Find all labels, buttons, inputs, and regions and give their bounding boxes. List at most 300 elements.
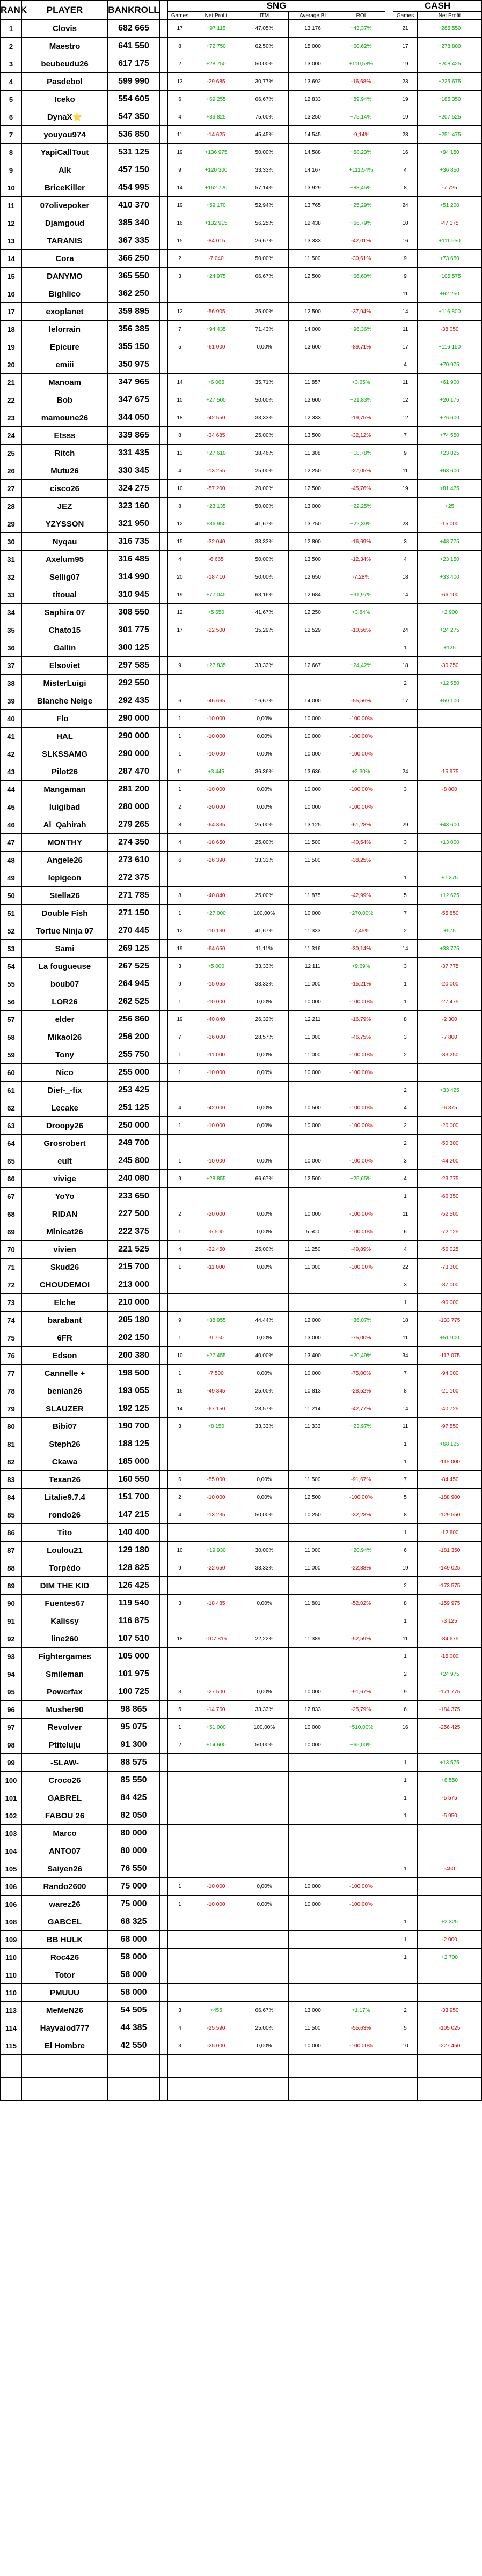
- table-row: [1, 1754, 482, 1772]
- row-sng-average-bi: 12 667: [289, 657, 337, 675]
- row-cash-net-profit: -52 500: [418, 1205, 482, 1223]
- row-sng-net-profit: [192, 1984, 240, 2002]
- row-sng-itm: 33,33%: [240, 1418, 289, 1435]
- player-name: DIM THE KID: [40, 1581, 90, 1590]
- row-sng-net-profit: -55 000: [192, 1471, 240, 1489]
- row-sng-itm: 33,33%: [240, 1701, 289, 1719]
- row-sng-itm: 50,00%: [240, 391, 289, 409]
- row-sng-roi: -100,00%: [337, 1489, 385, 1506]
- row-sng-itm: 0,00%: [240, 1259, 289, 1276]
- row-player: [22, 356, 108, 374]
- row-sng-average-bi: 12 211: [289, 1011, 337, 1028]
- row-sng-itm: 0,00%: [240, 1878, 289, 1896]
- separator: [160, 498, 168, 515]
- player-name: Flo_: [56, 714, 73, 723]
- row-sng-games: 11: [168, 126, 192, 144]
- row-rank: 27: [1, 480, 22, 498]
- row-sng-games: [168, 1860, 192, 1878]
- row-sng-net-profit: -15 055: [192, 975, 240, 993]
- row-player: [22, 515, 108, 533]
- row-sng-games: 19: [168, 940, 192, 958]
- separator: [160, 321, 168, 338]
- row-cash-games: 9: [393, 1683, 418, 1701]
- row-bankroll: 54 505: [108, 2002, 160, 2019]
- row-sng-itm: [240, 1294, 289, 1312]
- table-row: [1, 2002, 482, 2019]
- row-sng-roi: +21,83%: [337, 391, 385, 409]
- table-row: [1, 1205, 482, 1223]
- row-sng-games: 12: [168, 922, 192, 940]
- row-sng-net-profit: +59 170: [192, 197, 240, 214]
- row-sng-net-profit: [192, 1524, 240, 1542]
- row-sng-net-profit: [192, 1577, 240, 1595]
- row-sng-itm: [240, 1966, 289, 1984]
- row-cash-games: 18: [393, 1312, 418, 1329]
- row-cash-games: 12: [393, 391, 418, 409]
- separator: [160, 1205, 168, 1223]
- row-sng-itm: [240, 1435, 289, 1453]
- row-sng-games: 3: [168, 2037, 192, 2055]
- row-player: [22, 1294, 108, 1312]
- row-bankroll: 262 525: [108, 993, 160, 1011]
- row-player: [22, 1347, 108, 1365]
- separator: [160, 1011, 168, 1028]
- row-sng-itm: 0,00%: [240, 1099, 289, 1117]
- row-sng-roi: [337, 1931, 385, 1949]
- row-cash-net-profit: [418, 798, 482, 816]
- separator: [160, 1471, 168, 1489]
- table-row: [1, 586, 482, 604]
- player-name: Texan26: [49, 1475, 81, 1484]
- row-sng-roi: -91,67%: [337, 1683, 385, 1701]
- row-rank: 8: [1, 144, 22, 161]
- separator: [385, 38, 393, 55]
- row-sng-average-bi: 10 000: [289, 798, 337, 816]
- row-rank: 88: [1, 1559, 22, 1577]
- row-player: [22, 1011, 108, 1028]
- empty-cell: [240, 2055, 289, 2078]
- row-cash-games: 1: [393, 1648, 418, 1665]
- row-sng-roi: [337, 675, 385, 692]
- row-player: [22, 710, 108, 728]
- separator: [385, 1435, 393, 1453]
- row-sng-games: 3: [168, 1683, 192, 1701]
- row-cash-games: 11: [393, 1630, 418, 1648]
- row-sng-net-profit: -10 000: [192, 1878, 240, 1896]
- table-row: [1, 1559, 482, 1577]
- row-sng-net-profit: [192, 1188, 240, 1205]
- separator: [160, 533, 168, 551]
- row-bankroll: 355 150: [108, 338, 160, 356]
- row-sng-itm: 0,00%: [240, 728, 289, 745]
- row-rank: 65: [1, 1152, 22, 1170]
- row-rank: 23: [1, 409, 22, 427]
- row-sng-games: [168, 1931, 192, 1949]
- row-player: [22, 728, 108, 745]
- row-cash-games: 29: [393, 816, 418, 834]
- separator: [160, 657, 168, 675]
- row-player: [22, 745, 108, 763]
- row-sng-games: 8: [168, 38, 192, 55]
- player-name: BB HULK: [46, 1935, 83, 1944]
- row-cash-net-profit: +70 975: [418, 356, 482, 374]
- row-sng-itm: 100,00%: [240, 905, 289, 922]
- row-sng-itm: 0,00%: [240, 1896, 289, 1913]
- row-rank: 11: [1, 197, 22, 214]
- row-sng-roi: +111,54%: [337, 161, 385, 179]
- row-cash-games: 10: [393, 2037, 418, 2055]
- player-name: Musher90: [46, 1705, 84, 1714]
- row-sng-net-profit: -40 840: [192, 1011, 240, 1028]
- row-cash-net-profit: -97 550: [418, 1418, 482, 1435]
- row-sng-average-bi: 12 529: [289, 621, 337, 639]
- table-row: [1, 303, 482, 321]
- row-bankroll: 98 865: [108, 1701, 160, 1719]
- row-sng-average-bi: 14 167: [289, 161, 337, 179]
- table-row: [1, 1683, 482, 1701]
- row-rank: 25: [1, 445, 22, 462]
- row-sng-net-profit: [192, 1276, 240, 1294]
- row-rank: 40: [1, 710, 22, 728]
- separator: [160, 1931, 168, 1949]
- separator: [385, 1772, 393, 1789]
- row-cash-net-profit: -133 775: [418, 1312, 482, 1329]
- separator: [160, 1276, 168, 1294]
- row-bankroll: 80 000: [108, 1842, 160, 1860]
- separator: [385, 1400, 393, 1418]
- separator: [160, 975, 168, 993]
- row-sng-roi: -38,25%: [337, 852, 385, 869]
- row-cash-games: 11: [393, 285, 418, 303]
- row-bankroll: 272 375: [108, 869, 160, 887]
- table-row: [1, 798, 482, 816]
- row-cash-net-profit: -72 125: [418, 1223, 482, 1241]
- player-name: lelorrain: [48, 324, 81, 334]
- row-cash-net-profit: -56 025: [418, 1241, 482, 1259]
- separator: [385, 1559, 393, 1577]
- row-cash-net-profit: [418, 728, 482, 745]
- table-row: [1, 462, 482, 480]
- separator: [385, 1807, 393, 1825]
- separator: [160, 1365, 168, 1382]
- row-rank: 26: [1, 462, 22, 480]
- player-name: mamoune26: [41, 413, 89, 423]
- row-rank: 93: [1, 1648, 22, 1665]
- row-sng-games: 1: [168, 1878, 192, 1896]
- row-rank: 39: [1, 692, 22, 710]
- row-sng-average-bi: 11 333: [289, 922, 337, 940]
- row-player: [22, 1825, 108, 1842]
- separator: [385, 1595, 393, 1612]
- row-sng-average-bi: 12 000: [289, 1312, 337, 1329]
- row-player: [22, 763, 108, 781]
- table-row: [1, 144, 482, 161]
- row-sng-net-profit: +94 435: [192, 321, 240, 338]
- row-sng-games: 3: [168, 2002, 192, 2019]
- separator: [385, 1152, 393, 1170]
- row-sng-itm: 33,33%: [240, 409, 289, 427]
- row-bankroll: 82 050: [108, 1807, 160, 1825]
- player-name: Loulou21: [47, 1545, 83, 1555]
- row-cash-net-profit: +207 525: [418, 108, 482, 126]
- separator: [160, 232, 168, 250]
- separator: [160, 197, 168, 214]
- separator: [160, 1435, 168, 1453]
- row-player: [22, 834, 108, 852]
- row-bankroll: 310 945: [108, 586, 160, 604]
- row-sng-average-bi: 10 000: [289, 745, 337, 763]
- row-sng-net-profit: -18 410: [192, 568, 240, 586]
- row-sng-net-profit: -22 650: [192, 1559, 240, 1577]
- row-sng-games: 1: [168, 1719, 192, 1736]
- separator: [385, 1612, 393, 1630]
- row-cash-net-profit: +251 475: [418, 126, 482, 144]
- row-cash-games: 4: [393, 161, 418, 179]
- row-rank: 34: [1, 604, 22, 621]
- row-sng-average-bi: 11 000: [289, 1046, 337, 1064]
- row-sng-roi: -22,88%: [337, 1559, 385, 1577]
- row-player: [22, 374, 108, 391]
- row-cash-net-profit: +116 150: [418, 338, 482, 356]
- player-name: PMUUU: [50, 1988, 79, 1997]
- row-bankroll: 356 385: [108, 321, 160, 338]
- row-player: [22, 2037, 108, 2055]
- row-cash-games: 16: [393, 1719, 418, 1736]
- row-cash-games: 18: [393, 568, 418, 586]
- row-sng-roi: [337, 1754, 385, 1772]
- header-row: [1, 1, 482, 12]
- player-name: Powerfax: [47, 1687, 83, 1697]
- row-bankroll: 192 125: [108, 1400, 160, 1418]
- row-cash-net-profit: -3 125: [418, 1612, 482, 1630]
- separator: [385, 161, 393, 179]
- row-sng-roi: [337, 1807, 385, 1825]
- separator: [385, 2019, 393, 2037]
- table-row: [1, 1453, 482, 1471]
- row-sng-net-profit: +38 955: [192, 1312, 240, 1329]
- row-rank: 5: [1, 91, 22, 108]
- row-cash-games: 14: [393, 1400, 418, 1418]
- separator: [160, 1984, 168, 2002]
- row-sng-average-bi: 10 000: [289, 1736, 337, 1754]
- row-player: [22, 852, 108, 869]
- row-cash-net-profit: -115 000: [418, 1453, 482, 1471]
- player-name: Fuentes67: [45, 1598, 85, 1608]
- row-player: [22, 498, 108, 515]
- separator: [385, 745, 393, 763]
- row-sng-roi: -75,00%: [337, 1329, 385, 1347]
- row-rank: 114: [1, 2019, 22, 2037]
- row-sng-net-profit: +69 255: [192, 91, 240, 108]
- player-name: Skud26: [50, 1262, 79, 1272]
- table-row: [1, 1825, 482, 1842]
- row-bankroll: 308 550: [108, 604, 160, 621]
- row-rank: 71: [1, 1259, 22, 1276]
- row-cash-games: 1: [393, 1913, 418, 1931]
- row-sng-net-profit: [192, 1931, 240, 1949]
- row-bankroll: 160 550: [108, 1471, 160, 1489]
- row-sng-net-profit: +136 975: [192, 144, 240, 161]
- row-sng-itm: 50,00%: [240, 568, 289, 586]
- row-cash-games: 1: [393, 993, 418, 1011]
- row-cash-net-profit: +23 150: [418, 551, 482, 568]
- row-sng-average-bi: 10 813: [289, 1382, 337, 1400]
- separator: [385, 445, 393, 462]
- row-sng-games: [168, 1577, 192, 1595]
- row-sng-itm: 25,00%: [240, 1241, 289, 1259]
- separator: [385, 1170, 393, 1188]
- row-sng-net-profit: -5 500: [192, 1223, 240, 1241]
- row-bankroll: 128 825: [108, 1559, 160, 1577]
- row-rank: 58: [1, 1028, 22, 1046]
- table-row: [1, 1241, 482, 1259]
- empty-cell: [289, 2055, 337, 2078]
- row-bankroll: 536 850: [108, 126, 160, 144]
- row-rank: 22: [1, 391, 22, 409]
- row-bankroll: 292 550: [108, 675, 160, 692]
- player-name: Bibi07: [52, 1422, 77, 1431]
- row-bankroll: 205 180: [108, 1312, 160, 1329]
- row-player: [22, 1028, 108, 1046]
- table-row: [1, 2037, 482, 2055]
- player-name: Alk: [58, 165, 71, 175]
- row-player: [22, 1789, 108, 1807]
- separator: [385, 1064, 393, 1082]
- row-sng-roi: +3,84%: [337, 604, 385, 621]
- player-name: YoYo: [55, 1191, 75, 1201]
- row-cash-net-profit: +59 100: [418, 692, 482, 710]
- row-cash-games: 4: [393, 551, 418, 568]
- player-name: HAL: [56, 731, 73, 741]
- row-cash-net-profit: +51 900: [418, 1329, 482, 1347]
- row-player: [22, 905, 108, 922]
- row-sng-games: 3: [168, 958, 192, 975]
- row-sng-itm: 25,00%: [240, 2019, 289, 2037]
- table-row: [1, 1789, 482, 1807]
- separator: [160, 1825, 168, 1842]
- row-cash-net-profit: -27 475: [418, 993, 482, 1011]
- row-sng-roi: +96,36%: [337, 321, 385, 338]
- row-cash-games: 11: [393, 374, 418, 391]
- row-rank: 10: [1, 179, 22, 197]
- row-cash-games: [393, 1966, 418, 1984]
- player-name: Droopy26: [46, 1121, 84, 1130]
- row-cash-net-profit: -5 950: [418, 1807, 482, 1825]
- separator: [160, 1789, 168, 1807]
- row-sng-average-bi: [289, 1807, 337, 1825]
- separator: [160, 1382, 168, 1400]
- row-bankroll: 58 000: [108, 1949, 160, 1966]
- row-player: [22, 126, 108, 144]
- row-sng-itm: 100,00%: [240, 1719, 289, 1736]
- row-rank: 106: [1, 1878, 22, 1896]
- row-rank: 101: [1, 1789, 22, 1807]
- row-sng-net-profit: +5 000: [192, 958, 240, 975]
- row-sng-games: [168, 675, 192, 692]
- row-sng-average-bi: 11 500: [289, 1471, 337, 1489]
- row-player: [22, 1648, 108, 1665]
- row-cash-games: 9: [393, 250, 418, 268]
- separator: [385, 285, 393, 303]
- player-name: Etsss: [54, 431, 76, 440]
- separator: [160, 922, 168, 940]
- row-sng-average-bi: 11 000: [289, 1559, 337, 1577]
- separator: [160, 1648, 168, 1665]
- row-bankroll: 255 000: [108, 1064, 160, 1082]
- row-rank: 15: [1, 268, 22, 285]
- separator: [160, 179, 168, 197]
- row-bankroll: 222 375: [108, 1223, 160, 1241]
- separator: [160, 1949, 168, 1966]
- row-player: [22, 1152, 108, 1170]
- row-sng-net-profit: [192, 1807, 240, 1825]
- table-row: [1, 621, 482, 639]
- row-rank: 97: [1, 1719, 22, 1736]
- row-cash-net-profit: +48 775: [418, 533, 482, 551]
- row-cash-games: 6: [393, 1223, 418, 1241]
- row-rank: 14: [1, 250, 22, 268]
- row-sng-itm: 0,00%: [240, 1152, 289, 1170]
- row-sng-net-profit: -29 685: [192, 73, 240, 91]
- table-row: [1, 1294, 482, 1312]
- row-sng-roi: [337, 869, 385, 887]
- row-sng-itm: 44,44%: [240, 1312, 289, 1329]
- table-row: [1, 38, 482, 55]
- row-sng-itm: 0,00%: [240, 745, 289, 763]
- separator: [160, 480, 168, 498]
- row-sng-roi: -42,01%: [337, 232, 385, 250]
- player-name: Iceko: [54, 94, 75, 104]
- separator: [385, 887, 393, 905]
- row-sng-net-profit: -10 000: [192, 728, 240, 745]
- row-bankroll: 101 975: [108, 1665, 160, 1683]
- separator: [385, 498, 393, 515]
- row-sng-games: 1: [168, 1365, 192, 1382]
- separator: [385, 639, 393, 657]
- row-sng-itm: [240, 1524, 289, 1542]
- row-bankroll: 316 735: [108, 533, 160, 551]
- row-cash-net-profit: [418, 1736, 482, 1754]
- row-bankroll: 85 550: [108, 1772, 160, 1789]
- empty-cell: [240, 2078, 289, 2101]
- row-sng-net-profit: +27 500: [192, 391, 240, 409]
- row-sng-games: 14: [168, 374, 192, 391]
- row-sng-average-bi: [289, 356, 337, 374]
- row-player: [22, 1665, 108, 1683]
- row-sng-roi: -42,99%: [337, 887, 385, 905]
- separator: [160, 1612, 168, 1630]
- row-bankroll: 147 215: [108, 1506, 160, 1524]
- row-sng-games: 13: [168, 73, 192, 91]
- row-cash-games: 5: [393, 887, 418, 905]
- row-cash-net-profit: +62 250: [418, 285, 482, 303]
- row-player: [22, 1435, 108, 1453]
- separator: [385, 1789, 393, 1807]
- row-player: [22, 1046, 108, 1064]
- row-cash-net-profit: -181 350: [418, 1542, 482, 1559]
- player-name: vivien: [53, 1245, 76, 1254]
- row-sng-average-bi: 11 500: [289, 250, 337, 268]
- row-cash-games: 7: [393, 427, 418, 445]
- row-rank: 98: [1, 1736, 22, 1754]
- row-bankroll: 75 000: [108, 1896, 160, 1913]
- row-sng-roi: -30,14%: [337, 940, 385, 958]
- separator: [160, 586, 168, 604]
- row-sng-roi: +22,25%: [337, 498, 385, 515]
- separator: [385, 356, 393, 374]
- row-cash-net-profit: [418, 1984, 482, 2002]
- separator: [160, 1064, 168, 1082]
